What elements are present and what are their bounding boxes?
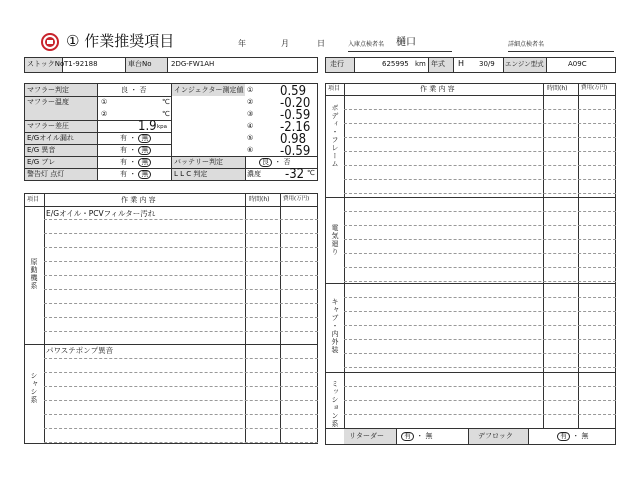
- mileage-label: 走行: [330, 60, 344, 68]
- rule-line: [344, 109, 616, 110]
- retarder-choice: 有 ・ 無: [401, 432, 432, 441]
- rule-line: [44, 442, 318, 443]
- rule-line: [344, 386, 616, 387]
- concentration-label: 濃度: [247, 170, 261, 178]
- model-year-value: 30/9: [479, 60, 495, 68]
- rule-line: [44, 331, 318, 332]
- electrical-section-label: 電気廻り: [331, 224, 339, 256]
- engine-section-label: 原動機系: [30, 258, 38, 290]
- injector-num-2: ②: [247, 98, 254, 106]
- rule-line: [44, 372, 318, 373]
- llc-label: L L C 判定: [174, 170, 208, 178]
- battery-label: バッテリー判定: [174, 158, 223, 166]
- engine-type-label: エンジン型式: [505, 60, 544, 68]
- rule-line: [344, 151, 616, 152]
- chassis-section-label: シャシ系: [30, 372, 38, 404]
- warning-light-label: 警告灯 点灯: [27, 170, 65, 178]
- rule-line: [44, 317, 318, 318]
- muffler-temp-2: ②: [101, 110, 108, 118]
- inspector-name: 樋口: [396, 37, 416, 48]
- chassis-entry: パワステポンプ異音: [46, 346, 114, 355]
- engine-noise-label: E/G 異音: [27, 146, 56, 154]
- injector-num-3: ③: [247, 110, 254, 118]
- injector-value-6: -0.59: [280, 144, 311, 159]
- rule-line: [44, 303, 318, 304]
- rule-line: [344, 193, 616, 194]
- injector-value-3: -0.59: [280, 108, 311, 123]
- rule-line: [344, 137, 616, 138]
- rule-line: [344, 400, 616, 401]
- injector-num-5: ⑤: [247, 134, 254, 142]
- muffler-temp-1-unit: ℃: [162, 98, 170, 106]
- retarder-label: リターダー: [349, 432, 384, 440]
- detail-inspector-label: 詳細点検者名: [508, 41, 545, 48]
- diff-lock-choice: 有 ・ 無: [557, 432, 588, 441]
- inspector-label: 入庫点検者名: [348, 41, 385, 48]
- rule-line: [44, 247, 318, 248]
- injector-value-2: -0.20: [280, 96, 311, 111]
- injector-value-1: 0.59: [280, 84, 307, 99]
- page-title: ① 作業推奨項目: [66, 32, 175, 50]
- left-col-work: 作 業 内 容: [121, 196, 156, 204]
- battery-choice: 良 ・ 否: [259, 158, 290, 167]
- company-logo-icon: [40, 32, 60, 52]
- rule-line: [44, 428, 318, 429]
- muffler-temp-2-unit: ℃: [162, 110, 170, 118]
- diff-lock-label: デフロック: [478, 432, 513, 440]
- muffler-judge-value: 良 ・ 否: [121, 86, 147, 94]
- left-work-table: [24, 193, 318, 444]
- injector-num-4: ④: [247, 122, 254, 130]
- rule-line: [44, 219, 318, 220]
- muffler-temp-label: マフラー温度: [27, 98, 69, 106]
- era-label: H: [458, 59, 465, 68]
- injector-num-6: ⑥: [247, 146, 254, 154]
- rule-line: [44, 386, 318, 387]
- muffler-diff-unit: kpa: [157, 124, 168, 130]
- rule-line: [44, 414, 318, 415]
- rule-line: [44, 358, 318, 359]
- left-col-time: 時間(h): [249, 196, 270, 203]
- rule-line: [344, 414, 616, 415]
- rule-line: [344, 253, 616, 254]
- engine-noise-choice: 有 ・ 無: [120, 146, 151, 155]
- mileage-value: 625995: [382, 60, 409, 68]
- right-col-cost: 費用(万円): [581, 85, 608, 91]
- injector-value-4: -2.16: [280, 120, 311, 135]
- rule-line: [344, 179, 616, 180]
- rule-line: [344, 225, 616, 226]
- injector-value-5: 0.98: [280, 132, 307, 147]
- rule-line: [44, 275, 318, 276]
- rule-line: [344, 325, 616, 326]
- rule-line: [344, 211, 616, 212]
- rule-line: [44, 289, 318, 290]
- chassis-no-label: 車台No: [128, 60, 152, 68]
- concentration-value: -32: [285, 167, 305, 182]
- oil-leak-label: E/Gオイル漏れ: [27, 134, 74, 142]
- rule-line: [344, 165, 616, 166]
- right-col-item: 項目: [328, 85, 341, 92]
- muffler-temp-1: ①: [101, 98, 108, 106]
- year-label: 年: [238, 39, 246, 48]
- muffler-diff-label: マフラー差圧: [27, 122, 69, 130]
- rule-line: [344, 339, 616, 340]
- muffler-judge-label: マフラー判定: [27, 86, 69, 94]
- rule-line: [44, 261, 318, 262]
- rule-line: [344, 367, 616, 368]
- rule-line: [44, 233, 318, 234]
- rule-line: [344, 281, 616, 282]
- mission-section-label: ミッション系: [331, 380, 339, 428]
- engine-shake-label: E/G ブレ: [27, 158, 56, 166]
- stock-no-label: ストックNo: [27, 60, 65, 68]
- mileage-unit: km: [415, 60, 426, 68]
- right-col-time: 時間(h): [547, 85, 568, 92]
- day-label: 日: [317, 39, 325, 48]
- rule-line: [344, 267, 616, 268]
- warning-light-choice: 有 ・ 無: [120, 170, 151, 179]
- rule-line: [344, 353, 616, 354]
- muffler-diff-value: 1.9: [138, 119, 157, 134]
- oil-leak-choice: 有 ・ 無: [120, 134, 151, 143]
- rule-line: [344, 297, 616, 298]
- left-col-cost: 費用(万円): [283, 196, 310, 202]
- rule-line: [344, 123, 616, 124]
- injector-num-1: ①: [247, 86, 254, 94]
- engine-shake-choice: 有 ・ 無: [120, 158, 151, 167]
- engine-entry: E/Gオイル・PCVフィルター汚れ: [46, 209, 156, 218]
- right-col-work: 作 業 内 容: [420, 85, 455, 93]
- rule-line: [44, 400, 318, 401]
- injector-label: インジェクター測定値: [174, 86, 244, 94]
- model-year-label: 年式: [431, 60, 445, 68]
- chassis-no-value: 2DG-FW1AH: [171, 60, 215, 68]
- cab-section-label: キャブ・内外装: [331, 298, 339, 354]
- rule-line: [344, 239, 616, 240]
- rule-line: [344, 311, 616, 312]
- left-col-item: 項目: [27, 196, 40, 203]
- engine-type-value: A09C: [568, 60, 587, 68]
- month-label: 月: [281, 39, 289, 48]
- body-frame-section-label: ボディ・フレーム: [331, 104, 339, 168]
- stock-no-value: T1-92188: [64, 60, 98, 68]
- concentration-unit: ℃: [307, 169, 315, 177]
